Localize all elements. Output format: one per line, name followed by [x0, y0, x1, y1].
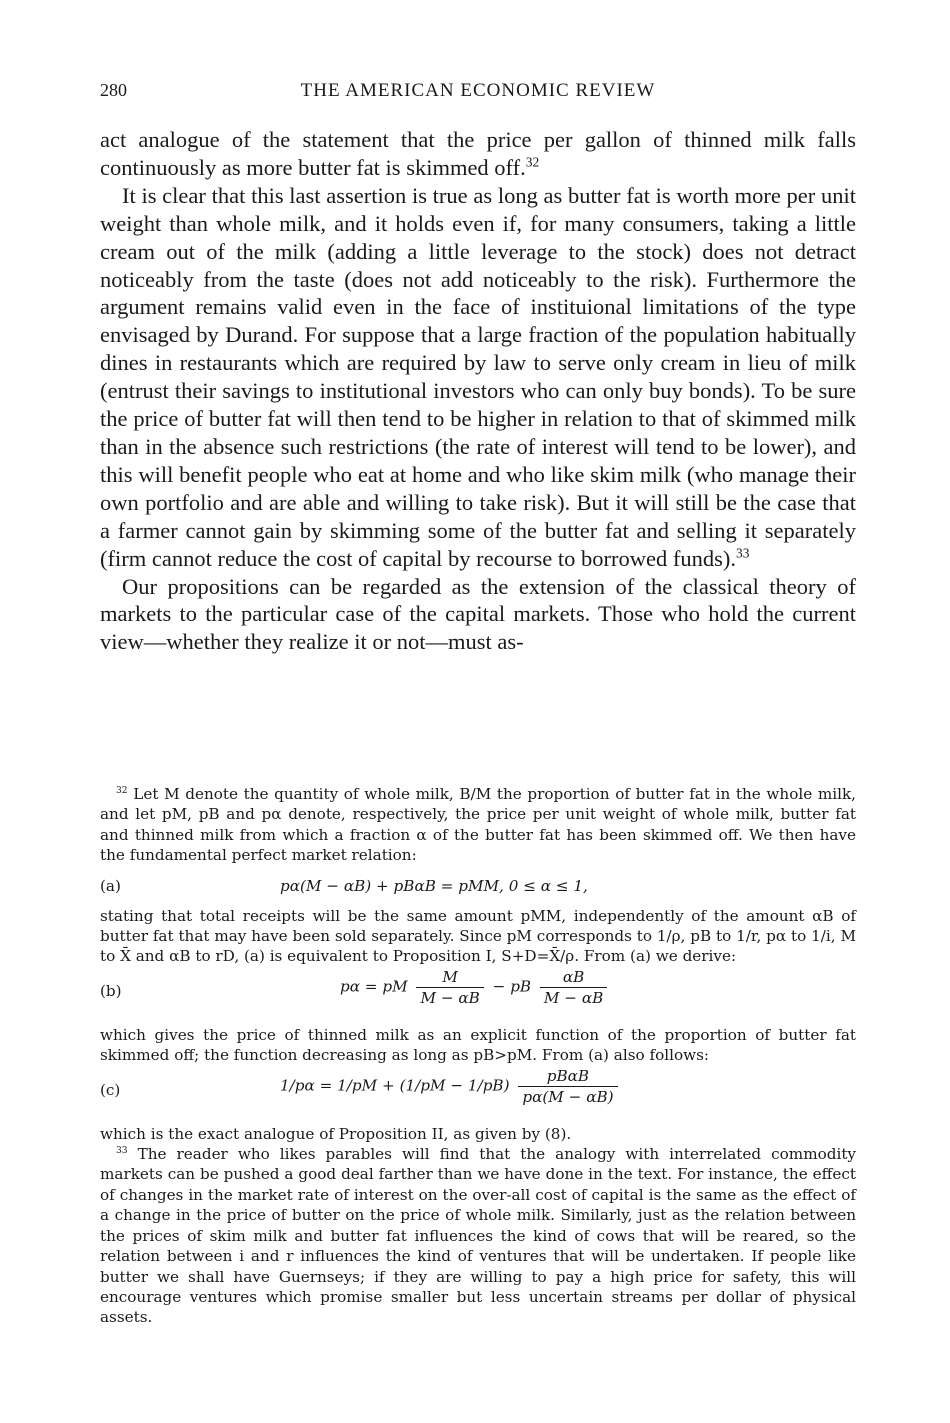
footnote-32: $^{32}$ Let M denote the quantity of whole milk, B/M the proportion of butter fat in the whole milk, and let pM, pB and pα denote, respectively, the price per unit weight of whole milk, butter fat and thinned milk from which a fraction α of the butter fat has been skimmed off. We then have the fundamental perfect market relation: — [100, 785, 856, 865]
footnotes — [100, 784, 856, 1328]
fraction: $\frac{\text{pBαB}}{p\alpha(M - \alpha B)}$ — [518, 1066, 617, 1107]
paragraph-1: act analogue of the statement that the price per gallon of thinned milk falls continuously as more butter fat is skimmed off.$^{32}$ — [100, 127, 856, 180]
main-text — [100, 126, 856, 656]
equation-a — [100, 866, 856, 906]
fraction: $\frac{\alpha B}{M - \alpha B}$ — [540, 967, 607, 1008]
equation-b: (b) pα = pM $\frac{M}{M - \alpha B}$ − pB $\frac{\alpha B}{M - \alpha B}$ — [100, 967, 856, 1025]
paragraph-3: Our propositions can be regarded as the extension of the classical theory of markets to the particular case of the capital markets. Those who hold the current view—whether they realize it or not—must as- — [100, 573, 856, 655]
footnote-32-continued-2: which gives the price of thinned milk as an explicit function of the proportion of butter fat skimmed off; the function decreasing as long as pB>pM. From (a) also follows: — [100, 1025, 856, 1065]
paragraph-2: It is clear that this last assertion is true as long as butter fat is worth more per unit weight than whole milk, and it holds even if, for many consumers, taking a little cream out of the milk (adding a little leverage to the stock) does not detract noticeably from the taste (does not add noticeably to the risk). Furthermore the argument remains valid even in the face of instituional limitations of the type envisaged by Durand. For suppose that a large fraction of the population habitually dines in restaurants which are required by law to serve only cream in lieu of milk (entrust their savings to institutional investors who can only buy bonds). To be sure the price of butter fat will then tend to be higher in relation to that of skimmed milk than in the absence such restrictions (the rate of interest will tend to be lower), and this will benefit people who eat at home and who like skim milk (who manage their own portfolio and are able and willing to take risk). But it will still be the case that a farmer cannot gain by skimming some of the butter fat and selling it separately (firm cannot reduce the cost of capital by recourse to borrowed funds).$^{33}$ — [100, 182, 856, 571]
fraction: $\frac{M}{M - \alpha B}$ — [416, 967, 483, 1008]
equation-b-label: (b) — [100, 981, 122, 1000]
equation-c: (c) 1/pα = 1/pM + (1/pM − 1/pB) $\frac{\text{pBαB}}{p\alpha(M - \alpha B)}$ — [100, 1066, 856, 1124]
equation-c-label: (c) — [100, 1080, 121, 1099]
footnote-33: $^{33}$ The reader who likes parables will find that the analogy with interrelated commodity markets can be pushed a good deal farther than we have done in the text. For instance, the effect of changes in the market rate of interest on the over-all cost of capital is the same as the effect of a change in the price of butter on the price of whole milk. Similarly, just as the relation between the prices of skim milk and butter fat influences the kind of cows that will be reared, so the relation between i and r influences the kind of ventures that will be undertaken. If people like butter we shall have Guernseys; if they are willing to pay a high price for safety, this will encourage ventures which promise smaller but less uncertain streams per dollar of physical assets. — [100, 1145, 857, 1327]
equation-a-body: pα(M − αB) + pBαB = pMM, 0 ≤ α ≤ 1, — [280, 876, 588, 895]
page-number: 280 — [100, 80, 127, 100]
footnote-32-end: which is the exact analogue of Proposition II, as given by (8). — [100, 1124, 572, 1143]
page-header — [100, 80, 856, 104]
footnote-ref-32: 32 — [525, 154, 540, 170]
running-title: THE AMERICAN ECONOMIC REVIEW — [300, 80, 656, 101]
equation-a-label: (a) — [100, 876, 121, 895]
footnote-ref-33: 33 — [736, 545, 750, 561]
footnote-32-continued: stating that total receipts will be the same amount pMM, independently of the amount αB of butter fat that may have been sold separately. Since pM corresponds to 1/ρ, pB to 1/r, pα to 1/i, M to X̄ and αB to rD, (a) is equivalent to Proposition I, S+D=X̄/ρ. From (a) we derive: — [100, 906, 856, 966]
